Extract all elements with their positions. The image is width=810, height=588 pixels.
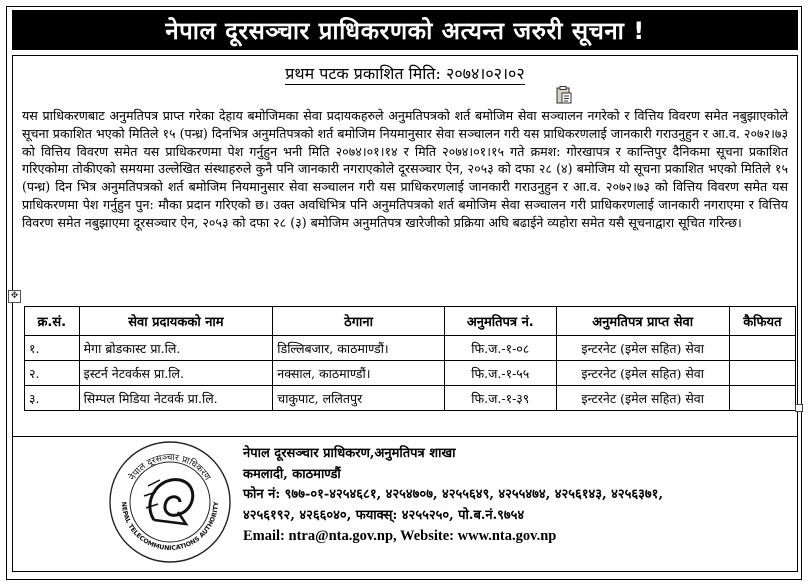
cell-provider-name: इस्टर्न नेटवर्कस प्रा.लि. xyxy=(79,361,273,386)
col-address: ठेगाना xyxy=(273,307,445,336)
publish-date xyxy=(0,62,810,84)
table-resize-handle-icon[interactable] xyxy=(795,404,803,412)
col-service: अनुमतिपत्र प्राप्त सेवा xyxy=(556,307,729,336)
logo-text-nepali: नेपाल दूरसञ्चार प्राधिकरण xyxy=(127,452,213,483)
contact-email-website[interactable]: Email: ntra@nta.gov.np, Website: www.nta.gov.np xyxy=(243,528,557,544)
cell-service: इन्टरनेट (इमेल सहित) सेवा xyxy=(556,361,729,386)
col-license-no: अनुमतिपत्र नं. xyxy=(444,307,556,336)
col-provider-name: सेवा प्रदायकको नाम xyxy=(79,307,273,336)
cell-service: इन्टरनेट (इमेल सहित) सेवा xyxy=(556,386,729,411)
provider-table xyxy=(24,306,796,411)
cell-address: चाकुपाट, ललितपुर xyxy=(273,386,445,411)
cell-serial: ३. xyxy=(25,386,80,411)
cell-provider-name: मेगा ब्रोडकास्ट प्रा.लि. xyxy=(79,336,273,361)
table-header-row xyxy=(25,307,796,336)
table-move-handle-icon[interactable]: ✥ xyxy=(8,290,21,303)
contact-address: कमलादी, काठमाण्डौं xyxy=(243,466,341,482)
table-row xyxy=(25,361,796,386)
contact-info xyxy=(243,444,663,547)
table-row xyxy=(25,386,796,411)
cell-license-no: फि.ज.-१-५५ xyxy=(444,361,556,386)
cell-serial: १. xyxy=(25,336,80,361)
cell-provider-name: सिम्पल मिडिया नेटवर्क प्रा.लि. xyxy=(79,386,273,411)
col-serial: क्र.सं. xyxy=(25,307,80,336)
notice-title xyxy=(12,10,798,50)
notice-title-text: नेपाल दूरसञ्चार प्राधिकरणको अत्यन्त जरुरी सूचना ! xyxy=(165,16,645,45)
svg-text:NEPAL TELECOMMUNICATIONS AUTHO xyxy=(120,501,220,552)
cell-address: नक्साल, काठमाण्डौं। xyxy=(273,361,445,386)
cell-license-no: फि.ज.-१-३९ xyxy=(444,386,556,411)
cell-address: डिल्लिबजार, काठमाण्डौं। xyxy=(273,336,445,361)
table-row xyxy=(25,336,796,361)
cell-remarks xyxy=(729,336,795,361)
cell-serial: २. xyxy=(25,361,80,386)
contact-phone-1: फोन नं: ९७७-०१-४२५४६८१, ४२५४७०७, ४२५५६४९, ४२५५४७४, ४२५६१४३, ४२५६३७१, xyxy=(243,487,663,502)
cell-service: इन्टरनेट (इमेल सहित) सेवा xyxy=(556,336,729,361)
nta-logo-seal xyxy=(108,440,232,564)
notice-body: यस प्राधिकरणबाट अनुमतिपत्र प्राप्त गरेका देहाय बमोजिमका सेवा प्रदायकहरुले अनुमतिपत्रको शर्त बमोजिम सेवा सञ्चालन नगरेको र वित्तिय विवरण समेत नबुझाएकोले सूचना प्रकाशित भएको मितिले १५ (पन्ध्र) दिनभित्र अनुमतिपत्रको शर्त बमोजिम नियमानुसार सेवा सञ्चालन गरी यस प्राधिकरणलाई जानकारी गराउनुहुन र आ.व. २०७२।७३ को वित्तिय विवरण समेत यस प्राधिकरणमा पेश गर्नुहुन भनी मिति २०७४।०१।१४ र मिति २०७४।०१।१५ गते क्रमश: गोरखापत्र र कान्तिपुर दैनिकमा सूचना प्रकाशित गरिएकोमा तोकीएको समयमा उल्लेखित संस्थाहरुले कुनै पनि जानकारी नगराएकोले दूरसञ्चार ऐन, २०५३ को दफा २८ (४) बमोजिम यो सूचना प्रकाशित भएको मितिले १५ (पन्ध्र) दिन भित्र अनुमतिपत्रको शर्त बमोजिम नियमानुसार सेवा सञ्चालन गरी यस प्राधिकरणलाई जानकारी गराउनुहुन र आ.व. २०७२।७३ को वित्तिय विवरण समेत यस प्राधिकरणमा पेश गर्नुहुन पुन: मौका प्रदान गरिएको छ। उक्त अवधिभित्र पनि अनुमतिपत्रको शर्त बमोजिम सेवा सञ्चालन गरी प्राधिकरणलाई जानकारी नगराएमा र वित्तिय विवरण समेत नबुझाएमा दूरसञ्चार ऐन, २०५३ को दफा २८ (३) बमोजिम अनुमतिपत्र खारेजीको प्रक्रिया अघि बढाईने व्यहोरा समेत यसै सूचनाद्वारा सूचित गरिन्छ। xyxy=(22,108,788,230)
svg-text:नेपाल दूरसञ्चार प्राधिकरण xyxy=(126,453,212,483)
cell-remarks xyxy=(729,386,795,411)
clipboard-paste-icon[interactable] xyxy=(556,86,572,104)
cell-license-no: फि.ज.-१-०८ xyxy=(444,336,556,361)
cell-remarks xyxy=(729,361,795,386)
contact-org: नेपाल दूरसञ्चार प्राधिकरण,अनुमतिपत्र शाखा xyxy=(243,446,456,461)
col-remarks: कैफियत xyxy=(729,307,795,336)
contact-phone-2: ४२५६१९२, ४२६६०४०, फयाक्स्: ४२५५२५०, पो.ब.नं.९७५४ xyxy=(243,507,525,523)
publish-date-text: प्रथम पटक प्रकाशित मिति: २०७४।०२।०२ xyxy=(285,64,525,83)
logo-text-english: NEPAL TELECOMMUNICATIONS AUTHORITY xyxy=(119,501,221,553)
conch-shell-icon xyxy=(144,480,193,524)
